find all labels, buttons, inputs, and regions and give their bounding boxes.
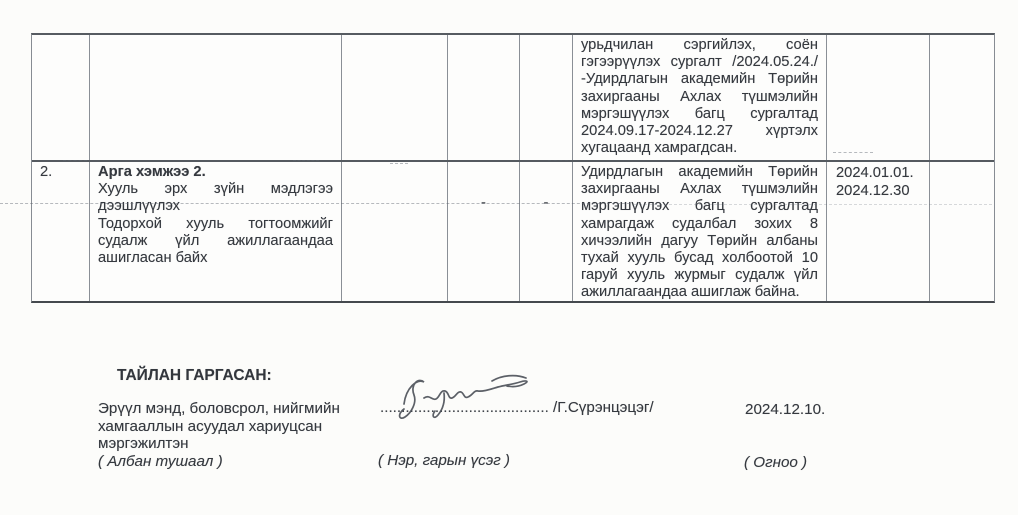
table-row xyxy=(32,160,994,301)
position-caption: ( Албан тушаал ) xyxy=(98,452,223,470)
cell-indicator xyxy=(341,35,447,160)
cell-activity xyxy=(89,162,341,301)
scan-artifact-dash xyxy=(390,163,408,164)
cell-target: - xyxy=(447,162,519,301)
cell-result-text: Удирдлагын академийн Төрийн захиргааны Ахлах түшмэлийн мэргэшүүлэх багц сургалтад хамрагдаж судалбал зохих 8 хичээлийн дагуу Төрийн албаны тухай хууль бусад холбоотой 10 гаруй хууль журмыг судалж үйл ажиллагаандаа ашиглаж байна. xyxy=(572,162,826,301)
cell-result-text: урьдчилан сэргийлэх, соён гэгээрүүлэх сургалт /2024.05.24./ -Удирдлагын академийн Төрийн захиргааны Ахлах түшмэлийн мэргэшүүлэх багц сургалтад 2024.09.17-2024.12.27 хүртэлх хугацаанд хамрагдсан. xyxy=(572,35,826,160)
signature-caption: ( Нэр, гарын үсэг ) xyxy=(378,452,510,469)
cell-score: - xyxy=(519,162,572,301)
date-caption: ( Огноо ) xyxy=(744,454,808,471)
report-date: 2024.12.10. xyxy=(745,401,826,418)
cell-dates xyxy=(826,35,929,160)
date-start: 2024.01.01. xyxy=(836,165,914,181)
scan-artifact-dashed-line xyxy=(0,203,630,204)
cell-row-number xyxy=(32,35,89,160)
activity-goal: Хууль эрх зүйн мэдлэгээ дээшлүүлэх xyxy=(98,181,333,215)
cell-note xyxy=(929,162,994,301)
date-end: 2024.12.30 xyxy=(836,183,910,199)
cell-note xyxy=(929,35,994,160)
scan-artifact-dash xyxy=(63,160,87,161)
cell-row-number: 2. xyxy=(40,164,53,180)
scan-artifact-dashed-line xyxy=(634,204,992,205)
report-table xyxy=(31,33,995,303)
table-row xyxy=(32,35,994,160)
cell-activity xyxy=(89,35,341,160)
cell-score xyxy=(519,35,572,160)
position-block xyxy=(98,400,350,470)
scan-artifact-dash xyxy=(548,160,568,161)
cell-indicator xyxy=(341,162,447,301)
signature-dotted-line: ........................................ xyxy=(380,399,549,416)
signature-handwriting xyxy=(388,372,538,420)
scan-artifact-dash xyxy=(293,160,319,161)
activity-title: Арга хэмжээ 2. xyxy=(98,164,206,180)
cell-target xyxy=(447,35,519,160)
report-footer-heading: ТАЙЛАН ГАРГАСАН: xyxy=(117,367,272,384)
cell-dates xyxy=(826,162,929,301)
activity-criteria: Тодорхой хууль тогтоомжийг судалж үйл ажиллагаандаа ашигласан байх xyxy=(98,215,333,267)
position-title: Эрүүл мэнд, боловсрол, нийгмийн хамгааллын асуудал хариуцсан мэргэжилтэн xyxy=(98,400,340,453)
scan-artifact-dash xyxy=(833,152,873,153)
signer-name: /Г.Сүрэнцэцэг/ xyxy=(553,399,654,416)
